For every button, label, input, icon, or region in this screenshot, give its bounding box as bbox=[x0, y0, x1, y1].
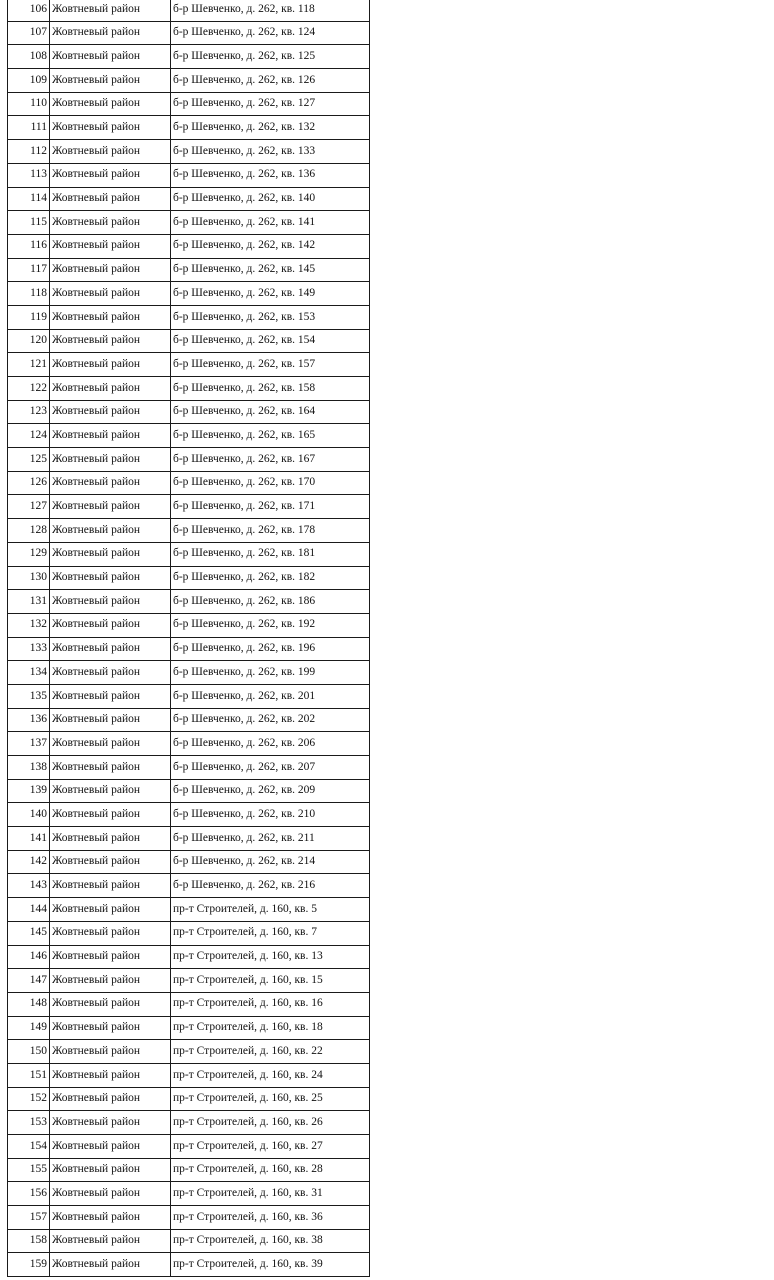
table-row bbox=[8, 1111, 370, 1135]
row-number-cell: 132 bbox=[8, 613, 50, 637]
row-number-cell: 146 bbox=[8, 945, 50, 969]
table-row bbox=[8, 163, 370, 187]
district-cell: Жовтневый район bbox=[50, 1135, 171, 1159]
district-cell: Жовтневый район bbox=[50, 234, 171, 258]
table-row bbox=[8, 1087, 370, 1111]
table-row bbox=[8, 21, 370, 45]
address-cell: б-р Шевченко, д. 262, кв. 118 bbox=[171, 0, 370, 21]
row-number-cell: 129 bbox=[8, 542, 50, 566]
address-cell: б-р Шевченко, д. 262, кв. 133 bbox=[171, 140, 370, 164]
district-cell: Жовтневый район bbox=[50, 211, 171, 235]
row-number-cell: 157 bbox=[8, 1206, 50, 1230]
row-number-cell: 156 bbox=[8, 1182, 50, 1206]
table-row bbox=[8, 45, 370, 69]
address-cell: пр-т Строителей, д. 160, кв. 25 bbox=[171, 1087, 370, 1111]
district-cell: Жовтневый район bbox=[50, 258, 171, 282]
address-cell: б-р Шевченко, д. 262, кв. 165 bbox=[171, 424, 370, 448]
address-table-body bbox=[8, 0, 370, 1277]
table-row bbox=[8, 566, 370, 590]
row-number-cell: 149 bbox=[8, 1016, 50, 1040]
row-number-cell: 144 bbox=[8, 898, 50, 922]
table-row bbox=[8, 258, 370, 282]
table-row bbox=[8, 495, 370, 519]
district-cell: Жовтневый район bbox=[50, 377, 171, 401]
row-number-cell: 115 bbox=[8, 211, 50, 235]
table-row bbox=[8, 234, 370, 258]
row-number-cell: 110 bbox=[8, 92, 50, 116]
district-cell: Жовтневый район bbox=[50, 756, 171, 780]
address-cell: б-р Шевченко, д. 262, кв. 126 bbox=[171, 69, 370, 93]
district-cell: Жовтневый район bbox=[50, 329, 171, 353]
row-number-cell: 121 bbox=[8, 353, 50, 377]
row-number-cell: 151 bbox=[8, 1063, 50, 1087]
address-cell: б-р Шевченко, д. 262, кв. 153 bbox=[171, 305, 370, 329]
address-cell: пр-т Строителей, д. 160, кв. 31 bbox=[171, 1182, 370, 1206]
address-cell: б-р Шевченко, д. 262, кв. 141 bbox=[171, 211, 370, 235]
row-number-cell: 128 bbox=[8, 519, 50, 543]
district-cell: Жовтневый район bbox=[50, 1229, 171, 1253]
table-row bbox=[8, 1016, 370, 1040]
row-number-cell: 122 bbox=[8, 377, 50, 401]
table-row bbox=[8, 756, 370, 780]
table-row bbox=[8, 874, 370, 898]
district-cell: Жовтневый район bbox=[50, 874, 171, 898]
district-cell: Жовтневый район bbox=[50, 684, 171, 708]
district-cell: Жовтневый район bbox=[50, 827, 171, 851]
row-number-cell: 147 bbox=[8, 969, 50, 993]
row-number-cell: 124 bbox=[8, 424, 50, 448]
row-number-cell: 123 bbox=[8, 400, 50, 424]
address-cell: б-р Шевченко, д. 262, кв. 196 bbox=[171, 637, 370, 661]
row-number-cell: 139 bbox=[8, 779, 50, 803]
table-row bbox=[8, 779, 370, 803]
row-number-cell: 118 bbox=[8, 282, 50, 306]
district-cell: Жовтневый район bbox=[50, 1253, 171, 1277]
row-number-cell: 141 bbox=[8, 827, 50, 851]
table-row bbox=[8, 1229, 370, 1253]
district-cell: Жовтневый район bbox=[50, 969, 171, 993]
address-cell: пр-т Строителей, д. 160, кв. 15 bbox=[171, 969, 370, 993]
row-number-cell: 125 bbox=[8, 448, 50, 472]
district-cell: Жовтневый район bbox=[50, 45, 171, 69]
address-table bbox=[7, 0, 370, 1277]
address-cell: б-р Шевченко, д. 262, кв. 164 bbox=[171, 400, 370, 424]
table-row bbox=[8, 1206, 370, 1230]
table-row bbox=[8, 708, 370, 732]
address-cell: пр-т Строителей, д. 160, кв. 38 bbox=[171, 1229, 370, 1253]
district-cell: Жовтневый район bbox=[50, 116, 171, 140]
table-row bbox=[8, 590, 370, 614]
row-number-cell: 140 bbox=[8, 803, 50, 827]
district-cell: Жовтневый район bbox=[50, 1206, 171, 1230]
row-number-cell: 152 bbox=[8, 1087, 50, 1111]
district-cell: Жовтневый район bbox=[50, 471, 171, 495]
district-cell: Жовтневый район bbox=[50, 353, 171, 377]
row-number-cell: 114 bbox=[8, 187, 50, 211]
address-cell: б-р Шевченко, д. 262, кв. 181 bbox=[171, 542, 370, 566]
table-row bbox=[8, 329, 370, 353]
address-cell: б-р Шевченко, д. 262, кв. 136 bbox=[171, 163, 370, 187]
row-number-cell: 136 bbox=[8, 708, 50, 732]
row-number-cell: 145 bbox=[8, 921, 50, 945]
district-cell: Жовтневый район bbox=[50, 1040, 171, 1064]
address-cell: пр-т Строителей, д. 160, кв. 39 bbox=[171, 1253, 370, 1277]
address-cell: пр-т Строителей, д. 160, кв. 27 bbox=[171, 1135, 370, 1159]
table-row bbox=[8, 1182, 370, 1206]
address-cell: б-р Шевченко, д. 262, кв. 125 bbox=[171, 45, 370, 69]
table-row bbox=[8, 305, 370, 329]
address-cell: б-р Шевченко, д. 262, кв. 157 bbox=[171, 353, 370, 377]
district-cell: Жовтневый район bbox=[50, 1063, 171, 1087]
row-number-cell: 127 bbox=[8, 495, 50, 519]
row-number-cell: 111 bbox=[8, 116, 50, 140]
table-row bbox=[8, 992, 370, 1016]
district-cell: Жовтневый район bbox=[50, 566, 171, 590]
row-number-cell: 133 bbox=[8, 637, 50, 661]
row-number-cell: 112 bbox=[8, 140, 50, 164]
district-cell: Жовтневый район bbox=[50, 1111, 171, 1135]
address-cell: б-р Шевченко, д. 262, кв. 132 bbox=[171, 116, 370, 140]
table-row bbox=[8, 282, 370, 306]
district-cell: Жовтневый район bbox=[50, 637, 171, 661]
table-row bbox=[8, 187, 370, 211]
district-cell: Жовтневый район bbox=[50, 803, 171, 827]
address-cell: пр-т Строителей, д. 160, кв. 5 bbox=[171, 898, 370, 922]
address-cell: пр-т Строителей, д. 160, кв. 26 bbox=[171, 1111, 370, 1135]
table-row bbox=[8, 1040, 370, 1064]
address-cell: б-р Шевченко, д. 262, кв. 140 bbox=[171, 187, 370, 211]
district-cell: Жовтневый район bbox=[50, 282, 171, 306]
district-cell: Жовтневый район bbox=[50, 708, 171, 732]
table-row bbox=[8, 69, 370, 93]
address-cell: б-р Шевченко, д. 262, кв. 211 bbox=[171, 827, 370, 851]
table-row bbox=[8, 140, 370, 164]
district-cell: Жовтневый район bbox=[50, 305, 171, 329]
table-row bbox=[8, 542, 370, 566]
row-number-cell: 120 bbox=[8, 329, 50, 353]
district-cell: Жовтневый район bbox=[50, 732, 171, 756]
address-cell: б-р Шевченко, д. 262, кв. 206 bbox=[171, 732, 370, 756]
district-cell: Жовтневый район bbox=[50, 69, 171, 93]
table-row bbox=[8, 921, 370, 945]
district-cell: Жовтневый район bbox=[50, 448, 171, 472]
district-cell: Жовтневый район bbox=[50, 187, 171, 211]
row-number-cell: 135 bbox=[8, 684, 50, 708]
row-number-cell: 153 bbox=[8, 1111, 50, 1135]
district-cell: Жовтневый район bbox=[50, 945, 171, 969]
table-row bbox=[8, 1135, 370, 1159]
address-cell: б-р Шевченко, д. 262, кв. 145 bbox=[171, 258, 370, 282]
row-number-cell: 108 bbox=[8, 45, 50, 69]
row-number-cell: 154 bbox=[8, 1135, 50, 1159]
address-cell: б-р Шевченко, д. 262, кв. 149 bbox=[171, 282, 370, 306]
row-number-cell: 148 bbox=[8, 992, 50, 1016]
table-row bbox=[8, 637, 370, 661]
table-row bbox=[8, 1253, 370, 1277]
district-cell: Жовтневый район bbox=[50, 661, 171, 685]
table-row bbox=[8, 827, 370, 851]
district-cell: Жовтневый район bbox=[50, 992, 171, 1016]
district-cell: Жовтневый район bbox=[50, 400, 171, 424]
district-cell: Жовтневый район bbox=[50, 1016, 171, 1040]
address-cell: б-р Шевченко, д. 262, кв. 186 bbox=[171, 590, 370, 614]
address-cell: пр-т Строителей, д. 160, кв. 36 bbox=[171, 1206, 370, 1230]
row-number-cell: 107 bbox=[8, 21, 50, 45]
row-number-cell: 150 bbox=[8, 1040, 50, 1064]
address-cell: б-р Шевченко, д. 262, кв. 170 bbox=[171, 471, 370, 495]
address-cell: б-р Шевченко, д. 262, кв. 192 bbox=[171, 613, 370, 637]
address-cell: б-р Шевченко, д. 262, кв. 199 bbox=[171, 661, 370, 685]
row-number-cell: 126 bbox=[8, 471, 50, 495]
district-cell: Жовтневый район bbox=[50, 140, 171, 164]
address-cell: пр-т Строителей, д. 160, кв. 16 bbox=[171, 992, 370, 1016]
district-cell: Жовтневый район bbox=[50, 590, 171, 614]
row-number-cell: 130 bbox=[8, 566, 50, 590]
district-cell: Жовтневый район bbox=[50, 613, 171, 637]
address-cell: б-р Шевченко, д. 262, кв. 209 bbox=[171, 779, 370, 803]
address-cell: б-р Шевченко, д. 262, кв. 210 bbox=[171, 803, 370, 827]
table-row bbox=[8, 211, 370, 235]
district-cell: Жовтневый район bbox=[50, 898, 171, 922]
table-row bbox=[8, 803, 370, 827]
district-cell: Жовтневый район bbox=[50, 921, 171, 945]
address-cell: пр-т Строителей, д. 160, кв. 7 bbox=[171, 921, 370, 945]
district-cell: Жовтневый район bbox=[50, 163, 171, 187]
address-cell: б-р Шевченко, д. 262, кв. 154 bbox=[171, 329, 370, 353]
district-cell: Жовтневый район bbox=[50, 495, 171, 519]
district-cell: Жовтневый район bbox=[50, 1087, 171, 1111]
district-cell: Жовтневый район bbox=[50, 92, 171, 116]
address-cell: б-р Шевченко, д. 262, кв. 124 bbox=[171, 21, 370, 45]
row-number-cell: 137 bbox=[8, 732, 50, 756]
row-number-cell: 119 bbox=[8, 305, 50, 329]
table-row bbox=[8, 850, 370, 874]
table-row bbox=[8, 116, 370, 140]
row-number-cell: 116 bbox=[8, 234, 50, 258]
table-row bbox=[8, 0, 370, 21]
row-number-cell: 155 bbox=[8, 1158, 50, 1182]
table-row bbox=[8, 519, 370, 543]
table-row bbox=[8, 424, 370, 448]
address-cell: пр-т Строителей, д. 160, кв. 28 bbox=[171, 1158, 370, 1182]
address-cell: б-р Шевченко, д. 262, кв. 202 bbox=[171, 708, 370, 732]
district-cell: Жовтневый район bbox=[50, 1158, 171, 1182]
table-row bbox=[8, 898, 370, 922]
address-cell: б-р Шевченко, д. 262, кв. 178 bbox=[171, 519, 370, 543]
address-cell: пр-т Строителей, д. 160, кв. 24 bbox=[171, 1063, 370, 1087]
table-row bbox=[8, 613, 370, 637]
row-number-cell: 143 bbox=[8, 874, 50, 898]
district-cell: Жовтневый район bbox=[50, 1182, 171, 1206]
address-cell: б-р Шевченко, д. 262, кв. 216 bbox=[171, 874, 370, 898]
row-number-cell: 142 bbox=[8, 850, 50, 874]
table-row bbox=[8, 448, 370, 472]
row-number-cell: 113 bbox=[8, 163, 50, 187]
address-cell: б-р Шевченко, д. 262, кв. 127 bbox=[171, 92, 370, 116]
table-row bbox=[8, 1063, 370, 1087]
address-cell: б-р Шевченко, д. 262, кв. 201 bbox=[171, 684, 370, 708]
row-number-cell: 131 bbox=[8, 590, 50, 614]
table-row bbox=[8, 684, 370, 708]
row-number-cell: 138 bbox=[8, 756, 50, 780]
district-cell: Жовтневый район bbox=[50, 21, 171, 45]
address-cell: б-р Шевченко, д. 262, кв. 158 bbox=[171, 377, 370, 401]
address-cell: б-р Шевченко, д. 262, кв. 171 bbox=[171, 495, 370, 519]
row-number-cell: 117 bbox=[8, 258, 50, 282]
table-row bbox=[8, 969, 370, 993]
address-cell: б-р Шевченко, д. 262, кв. 214 bbox=[171, 850, 370, 874]
address-cell: пр-т Строителей, д. 160, кв. 18 bbox=[171, 1016, 370, 1040]
row-number-cell: 159 bbox=[8, 1253, 50, 1277]
row-number-cell: 134 bbox=[8, 661, 50, 685]
row-number-cell: 106 bbox=[8, 0, 50, 21]
row-number-cell: 158 bbox=[8, 1229, 50, 1253]
address-cell: б-р Шевченко, д. 262, кв. 167 bbox=[171, 448, 370, 472]
table-row bbox=[8, 377, 370, 401]
address-cell: б-р Шевченко, д. 262, кв. 182 bbox=[171, 566, 370, 590]
table-row bbox=[8, 732, 370, 756]
table-row bbox=[8, 471, 370, 495]
address-cell: пр-т Строителей, д. 160, кв. 22 bbox=[171, 1040, 370, 1064]
table-row bbox=[8, 1158, 370, 1182]
district-cell: Жовтневый район bbox=[50, 850, 171, 874]
row-number-cell: 109 bbox=[8, 69, 50, 93]
district-cell: Жовтневый район bbox=[50, 0, 171, 21]
table-row bbox=[8, 400, 370, 424]
district-cell: Жовтневый район bbox=[50, 542, 171, 566]
district-cell: Жовтневый район bbox=[50, 779, 171, 803]
district-cell: Жовтневый район bbox=[50, 519, 171, 543]
table-row bbox=[8, 353, 370, 377]
table-row bbox=[8, 92, 370, 116]
address-cell: б-р Шевченко, д. 262, кв. 207 bbox=[171, 756, 370, 780]
address-cell: б-р Шевченко, д. 262, кв. 142 bbox=[171, 234, 370, 258]
address-cell: пр-т Строителей, д. 160, кв. 13 bbox=[171, 945, 370, 969]
district-cell: Жовтневый район bbox=[50, 424, 171, 448]
table-row bbox=[8, 945, 370, 969]
table-row bbox=[8, 661, 370, 685]
